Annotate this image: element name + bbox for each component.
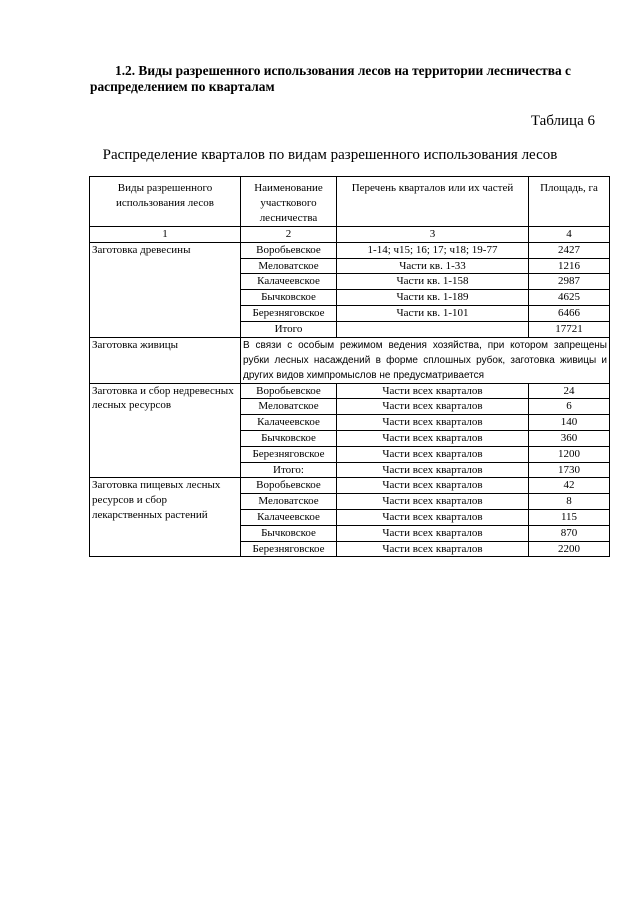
quarters-cell: Части всех кварталов [337,541,529,557]
forestry-cell: Бычковское [241,430,337,446]
quarters-cell: Части всех кварталов [337,509,529,525]
quarters-cell: Части всех кварталов [337,478,529,494]
quarters-cell: Части всех кварталов [337,415,529,431]
area-cell: 870 [529,525,610,541]
quarters-cell: Части кв. 1-189 [337,290,529,306]
quarters-cell: Части кв. 1-158 [337,274,529,290]
forestry-cell: Меловатское [241,258,337,274]
forestry-cell: Калачеевское [241,415,337,431]
quarters-cell [337,321,529,337]
column-number: 2 [241,227,337,243]
forestry-cell: Калачеевское [241,509,337,525]
quarters-cell: Части всех кварталов [337,446,529,462]
quarters-cell: 1-14; ч15; 16; 17; ч18; 19-77 [337,242,529,258]
use-type-cell: Заготовка пищевых лесных ресурсов и сбор лекарственных растений [90,478,241,557]
quarters-cell: Части всех кварталов [337,525,529,541]
forestry-cell: Бычковское [241,525,337,541]
area-cell: 115 [529,509,610,525]
forestry-cell: Бычковское [241,290,337,306]
forestry-cell: Воробьевское [241,383,337,399]
table-header-row [90,177,610,227]
use-type-cell: Заготовка древесины [90,242,241,337]
area-cell: 2987 [529,274,610,290]
note-cell: В связи с особым режимом ведения хозяйства, при котором запрещены рубки лесных насаждений в форме сплошных рубок, заготовка живицы и других видов химпромыслов не предусматривается [241,337,610,383]
quarters-cell: Части всех кварталов [337,430,529,446]
table-row [90,478,610,494]
forestry-cell: Воробьевское [241,242,337,258]
table-row [90,337,610,383]
area-cell: 8 [529,494,610,510]
forestry-cell: Березняговское [241,446,337,462]
quarters-cell: Части всех кварталов [337,494,529,510]
quarters-cell: Части кв. 1-33 [337,258,529,274]
table-row [90,242,610,258]
area-cell: 6466 [529,305,610,321]
area-cell: 140 [529,415,610,431]
header-quarters: Перечень кварталов или их частей [337,177,529,227]
use-type-cell: Заготовка живицы [90,337,241,383]
section-heading: 1.2. Виды разрешенного использования лесов на территории лесничества с распределением по кварталам [90,63,571,94]
quarters-cell: Части всех кварталов [337,399,529,415]
table-caption: Распределение кварталов по видам разрешенного использования лесов [102,147,558,163]
forestry-cell: Меловатское [241,399,337,415]
header-forestry: Наименование участкового лесничества [241,177,337,227]
area-cell: 4625 [529,290,610,306]
forestry-cell: Березняговское [241,305,337,321]
forestry-cell: Калачеевское [241,274,337,290]
column-number: 3 [337,227,529,243]
area-cell: 6 [529,399,610,415]
area-cell: 1216 [529,258,610,274]
column-number-row [90,227,610,243]
area-cell: 360 [529,430,610,446]
forestry-cell: Меловатское [241,494,337,510]
area-cell: 17721 [529,321,610,337]
area-cell: 2200 [529,541,610,557]
forestry-cell: Березняговское [241,541,337,557]
forestry-cell: Итого [241,321,337,337]
area-cell: 24 [529,383,610,399]
forestry-cell: Итого: [241,462,337,478]
header-use-type: Виды разрешенного использования лесов [90,177,241,227]
header-area: Площадь, га [529,177,610,227]
forestry-cell: Воробьевское [241,478,337,494]
column-number: 4 [529,227,610,243]
area-cell: 2427 [529,242,610,258]
column-number: 1 [90,227,241,243]
forest-use-table [89,176,610,557]
area-cell: 1200 [529,446,610,462]
table-label: Таблица 6 [530,113,595,129]
quarters-cell: Части всех кварталов [337,383,529,399]
quarters-cell: Части кв. 1-101 [337,305,529,321]
area-cell: 1730 [529,462,610,478]
table-row [90,383,610,399]
area-cell: 42 [529,478,610,494]
use-type-cell: Заготовка и сбор недревесных лесных ресурсов [90,383,241,478]
quarters-cell: Части всех кварталов [337,462,529,478]
